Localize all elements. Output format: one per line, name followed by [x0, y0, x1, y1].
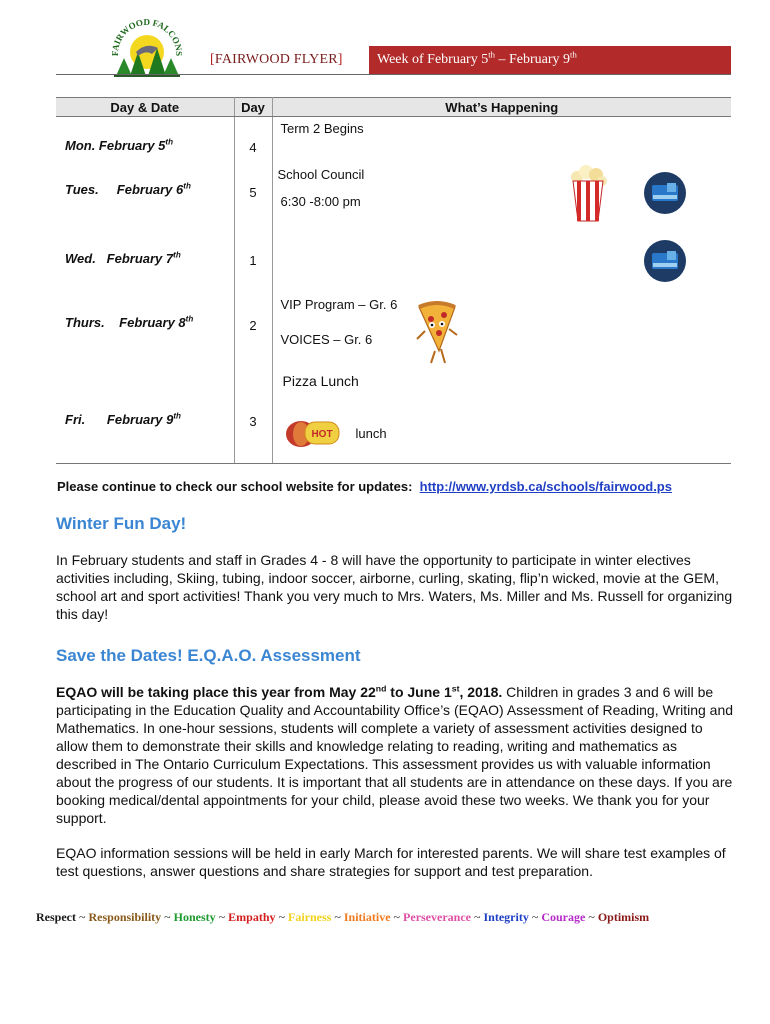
logo-text: FAIRWOOD FALCONS: [109, 18, 185, 57]
value-item: Responsibility: [88, 910, 162, 924]
lunch-box-icon: [643, 239, 687, 283]
column-header: Day & Date: [56, 98, 234, 117]
event-text: Pizza Lunch: [282, 372, 359, 389]
schedule-table: [56, 97, 731, 464]
value-item: Perseverance: [403, 910, 471, 924]
day-number-cell: 5: [234, 161, 272, 231]
table-row: [56, 400, 731, 464]
eqao-paragraph: EQAO will be taking place this year from May 22nd to June 1st, 2018. Children in grades 3 and 6 will be participating in the Education Quality and Accountability Office’s (EQAO) Assessment of Reading, Writing and Mathematics. In one-hour sessions, students will complete a variety of assessment activities designed to allow them to demonstrate their skills and knowledge relating to reading, writing and mathematics as described in The Ontario Curriculum Expectations. This assessment provides us with valuable information about the progress of our students. It is important that all students are in attendance on these days. If you are booking medical/dental appointments for your child, please avoid these two weeks. We thank you for your support.: [56, 683, 734, 826]
events-cell: [272, 293, 731, 400]
table-row: [56, 293, 731, 400]
value-item: Integrity: [483, 910, 529, 924]
value-item: Honesty: [173, 910, 216, 924]
event-text: VIP Program – Gr. 6: [280, 296, 398, 312]
table-header-row: [56, 98, 731, 117]
header-divider: [56, 74, 731, 75]
hot-dog-icon: [281, 412, 343, 452]
day-date-cell: Thurs. February 8th: [56, 293, 234, 400]
value-item: Initiative: [343, 910, 391, 924]
day-date-cell: Tues. February 6th: [56, 161, 234, 231]
event-text: 6:30 -8:00 pm: [280, 193, 361, 209]
popcorn-icon: [569, 165, 607, 223]
character-values: Respect ~ Responsibility ~ Honesty ~ Empathy ~ Fairness ~ Initiative ~ Perseverance ~ Integrity ~ Courage ~ Optimism: [36, 910, 650, 924]
day-date-cell: Wed. February 7th: [56, 231, 234, 293]
eqao-heading: Save the Dates! E.Q.A.O. Assessment: [56, 646, 361, 665]
day-number-cell: 2: [234, 293, 272, 400]
newsletter-name: [FAIRWOOD FLYER]: [210, 52, 343, 67]
week-banner: Week of February 5th – February 9th: [369, 46, 731, 74]
table-row: [56, 117, 731, 161]
column-header: What’s Happening: [272, 98, 731, 117]
event-text: VOICES – Gr. 6: [280, 331, 373, 347]
day-number-cell: 1: [234, 231, 272, 293]
winter-heading: Winter Fun Day!: [56, 514, 187, 533]
website-link[interactable]: http://www.yrdsb.ca/schools/fairwood.ps: [419, 479, 672, 494]
day-date-cell: Fri. February 9th: [56, 400, 234, 464]
event-text: School Council: [277, 166, 365, 182]
events-cell: [272, 117, 731, 161]
day-number-cell: 3: [234, 400, 272, 464]
value-item: Courage: [541, 910, 586, 924]
event-text: lunch: [355, 425, 387, 441]
table-row: [56, 161, 731, 231]
day-number-cell: 4: [234, 117, 272, 161]
column-header: Day: [234, 98, 272, 117]
eqao-info-paragraph: EQAO information sessions will be held in early March for interested parents. We will share test examples of test questions, answer questions and share strategies for support and test preparation.: [56, 845, 726, 879]
winter-paragraph: In February students and staff in Grades 4 - 8 will have the opportunity to participate in winter electives activities including, Skiing, tubing, indoor soccer, airborne, curling, skating, flip’n wicked, movie at the GEM, school art and sport activities! Thank you very much to Mrs. Waters, Ms. Miller and Ms. Russell for organizing this day!: [56, 552, 733, 622]
value-item: Fairness: [288, 910, 332, 924]
svg-text:HOT: HOT: [310, 428, 333, 440]
school-logo: [108, 18, 186, 78]
events-cell: [272, 161, 731, 231]
pizza-icon: [413, 301, 459, 367]
website-line: [57, 479, 672, 494]
value-item: Respect: [36, 910, 76, 924]
lunch-box-icon: [643, 171, 687, 215]
table-row: [56, 231, 731, 293]
value-item: Optimism: [597, 910, 650, 924]
website-label: Please continue to check our school website for updates:: [57, 479, 413, 494]
event-text: Term 2 Begins: [280, 121, 364, 136]
value-item: Empathy: [228, 910, 276, 924]
day-date-cell: Mon. February 5th: [56, 117, 234, 161]
events-cell: [272, 400, 731, 464]
events-cell: [272, 231, 731, 293]
